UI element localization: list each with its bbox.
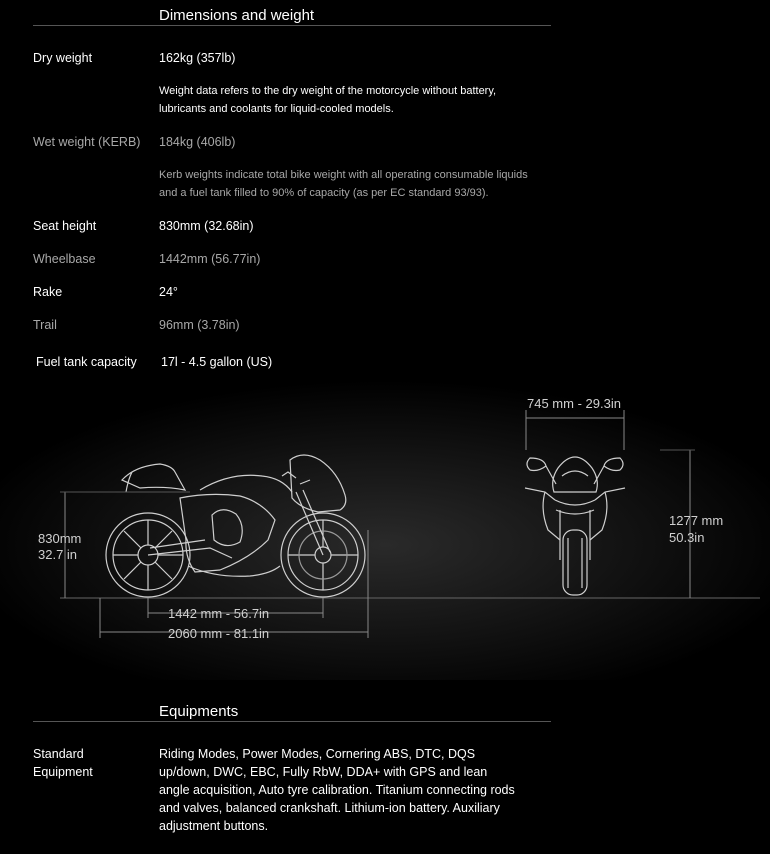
- spec-label-dry-weight: Dry weight: [33, 51, 93, 65]
- wheelbase-label: 1442 mm - 56.7in: [168, 606, 270, 621]
- spec-label-trail: Trail: [33, 318, 57, 332]
- height-in-label: 50.3in: [669, 530, 705, 545]
- section-divider: [33, 721, 551, 722]
- spec-label-wet-weight: Wet weight (KERB): [33, 135, 141, 149]
- length-label: 2060 mm - 81.1in: [168, 626, 270, 641]
- height-mm-label: 1277 mm: [669, 513, 724, 528]
- spec-value-wet-weight: 184kg (406lb): [159, 135, 236, 149]
- seat-height-in-label: 32.7 in: [38, 547, 78, 562]
- spec-value-fuel-tank: 17l - 4.5 gallon (US): [161, 355, 273, 369]
- spec-value-trail: 96mm (3.78in): [159, 318, 240, 332]
- equipment-label: Standard Equipment: [33, 747, 93, 779]
- spec-value-rake: 24°: [159, 285, 178, 299]
- spec-label-wheelbase: Wheelbase: [33, 252, 96, 266]
- spec-note-wet-weight: Kerb weights indicate total bike weight with all operating consumable liquids and a fuel tank filled to 90% of capacity (as per EC standard 93/93).: [159, 169, 528, 199]
- spec-value-wheelbase: 1442mm (56.77in): [159, 252, 261, 266]
- spec-value-seat-height: 830mm (32.68in): [159, 219, 254, 233]
- section-divider: [33, 25, 551, 26]
- equipment-value: Riding Modes, Power Modes, Cornering ABS, DTC, DQS up/down, DWC, EBC, Fully RbW, DDA+ with GPS and lean angle acquisition, Auto tyre calibration. Titanium connecting rods and valves, balanced crankshaft. Lithium-ion battery. Auxiliary adjustment buttons.: [159, 747, 515, 833]
- section-title-dimensions: Dimensions and weight: [159, 7, 315, 24]
- section-title-equipments: Equipments: [159, 703, 239, 720]
- motorcycle-dimensions-diagram: [0, 380, 770, 680]
- seat-height-mm-label: 830mm: [38, 531, 82, 546]
- spec-label-seat-height: Seat height: [33, 219, 97, 233]
- spec-note-dry-weight: Weight data refers to the dry weight of the motorcycle without battery, lubricants and coolants for liquid-cooled models.: [159, 85, 497, 115]
- spec-label-rake: Rake: [33, 285, 63, 299]
- diagram-background: [0, 380, 770, 680]
- spec-value-dry-weight: 162kg (357lb): [159, 51, 236, 65]
- width-label: 745 mm - 29.3in: [527, 396, 621, 411]
- spec-label-fuel-tank: Fuel tank capacity: [36, 355, 137, 369]
